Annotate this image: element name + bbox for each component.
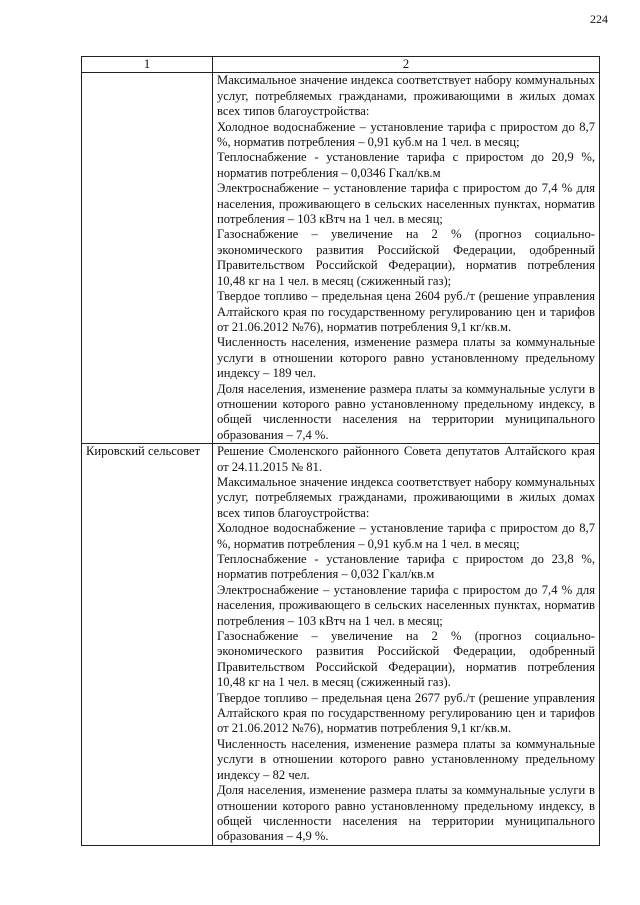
paragraph: Численность населения, изменение размера платы за коммунальные услуги в отношении которого равно установленному предельному индексу – 189 чел.	[217, 335, 595, 381]
paragraph: Решение Смоленского районного Совета депутатов Алтайского края от 24.11.2015 № 81.	[217, 444, 595, 474]
column-header-2: 2	[213, 57, 600, 73]
column-header-1: 1	[82, 57, 213, 73]
document-table	[81, 56, 600, 846]
paragraph: Максимальное значение индекса соответствует набору коммунальных услуг, потребляемых гражданами, проживающими в жилых домах всех типов благоустройства:	[217, 474, 595, 520]
table-row	[82, 73, 600, 444]
description-cell	[213, 444, 600, 846]
region-cell	[82, 73, 213, 444]
paragraph: Максимальное значение индекса соответствует набору коммунальных услуг, потребляемых гражданами, проживающими в жилых домах всех типов благоустройства:	[217, 73, 595, 119]
paragraph: Теплоснабжение - установление тарифа с приростом до 23,8 %, норматив потребления – 0,032 Гкал/кв.м	[217, 552, 595, 582]
paragraph: Твердое топливо – предельная цена 2604 руб./т (решение управления Алтайского края по государственному регулированию цен и тарифов от 21.06.2012 №76), норматив потребления 9,1 кг/кв.м.	[217, 289, 595, 334]
paragraph: Электроснабжение – установление тарифа с приростом до 7,4 % для населения, проживающего в сельских населенных пунктах, норматив потребления – 103 кВтч на 1 чел. в месяц;	[217, 582, 595, 628]
paragraph: Холодное водоснабжение – установление тарифа с приростом до 8,7 %, норматив потребления – 0,91 куб.м на 1 чел. в месяц;	[217, 119, 595, 150]
paragraph: Электроснабжение – установление тарифа с приростом до 7,4 % для населения, проживающего в сельских населенных пунктах, норматив потребления – 103 кВтч на 1 чел. в месяц;	[217, 181, 595, 227]
paragraph: Холодное водоснабжение – установление тарифа с приростом до 8,7 %, норматив потребления – 0,91 куб.м на 1 чел. в месяц;	[217, 521, 595, 551]
paragraph: Доля населения, изменение размера платы за коммунальные услуги в отношении которого равно установленному предельному индексу, в общей численности населения на территории муниципального образования – 4,9 %.	[217, 783, 595, 844]
paragraph: Численность населения, изменение размера платы за коммунальные услуги в отношении которого равно установленному предельному индексу – 82 чел.	[217, 736, 595, 782]
paragraph: Твердое топливо – предельная цена 2677 руб./т (решение управления Алтайского края по государственному регулированию цен и тарифов от 21.06.2012 №76), норматив потребления 9,1 кг/кв.м.	[217, 690, 595, 736]
paragraph: Теплоснабжение - установление тарифа с приростом до 20,9 %, норматив потребления – 0,0346 Гкал/кв.м	[217, 150, 595, 180]
description-cell	[213, 73, 600, 444]
paragraph: Газоснабжение – увеличение на 2 % (прогноз социально-экономического развития Российской Федерации, одобренный Правительством Российской Федерации), норматив потребления 10,48 кг на 1 чел. в месяц (сжиженный газ).	[217, 629, 595, 690]
header-row	[82, 57, 600, 73]
paragraph: Доля населения, изменение размера платы за коммунальные услуги в отношении которого равно установленному предельному индексу, в общей численности населения на территории муниципального образования – 7,4 %.	[217, 381, 595, 442]
page-number: 224	[590, 12, 608, 26]
region-cell: Кировский сельсовет	[82, 444, 213, 846]
paragraph: Газоснабжение – увеличение на 2 % (прогноз социально-экономического развития Российской Федерации, одобренный Правительством Российской Федерации), норматив потребления 10,48 кг на 1 чел. в месяц (сжиженный газ);	[217, 227, 595, 288]
table-row	[82, 444, 600, 846]
